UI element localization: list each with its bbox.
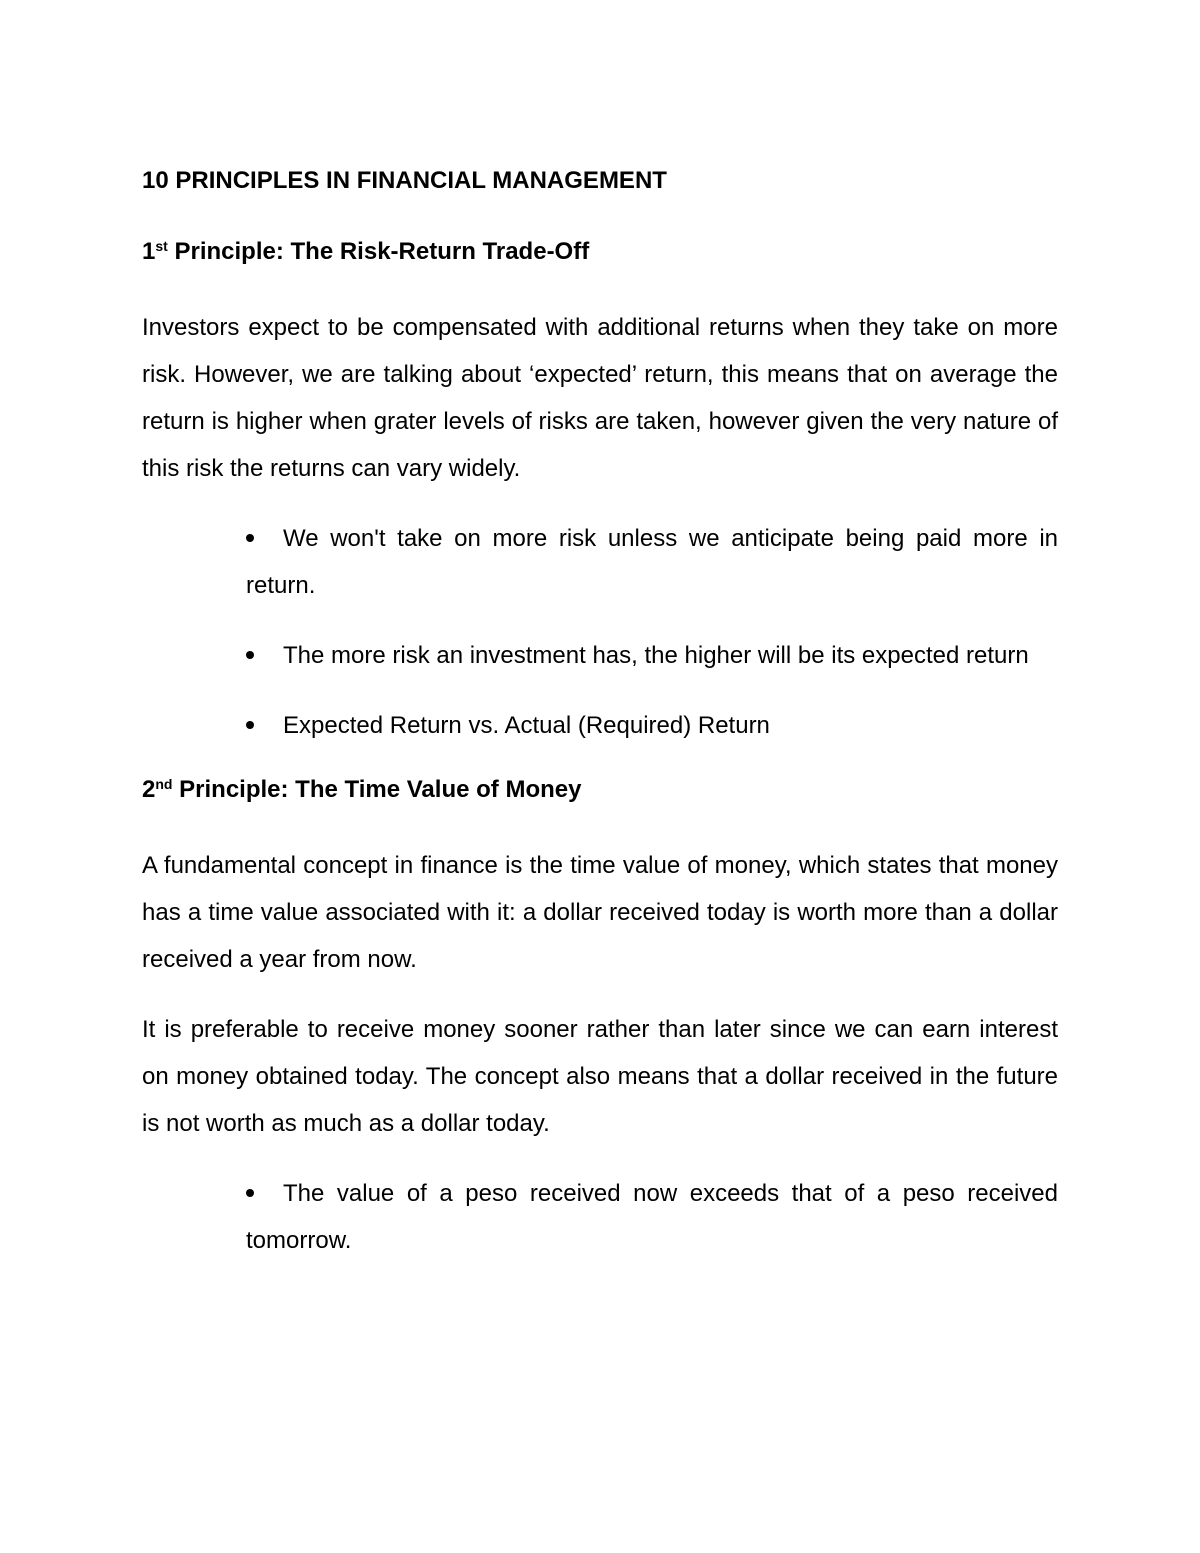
section-2-heading-text: Principle: The Time Value of Money [172,776,582,803]
section-2-ordinal-suffix: nd [155,776,173,792]
section-2-paragraph-1: A fundamental concept in finance is the time value of money, which states that money has a time value associated with it: a dollar received today is worth more than a dollar received a year from now. [142,852,1058,973]
section-1-bullet-list [142,515,1058,749]
bullet-dot-icon [246,721,254,729]
section-1-ordinal-suffix: st [155,238,168,254]
section-1-bullet-3 [246,702,1058,749]
document-title: 10 PRINCIPLES IN FINANCIAL MANAGEMENT [142,167,667,194]
section-1-paragraph-1: Investors expect to be compensated with additional returns when they take on more risk. However, we are talking about ‘expected’ return, this means that on average the return is higher when grater levels of risks are taken, however given the very nature of this risk the returns can vary widely. [142,314,1058,482]
section-1-heading-text: Principle: The Risk-Return Trade-Off [167,238,590,265]
section-2-heading [142,772,1058,808]
section-1-bullet-2-text: The more risk an investment has, the higher will be its expected return [283,642,1029,669]
section-2-bullet-list [142,1170,1058,1264]
section-2-number: 2 [142,776,156,803]
document-page [142,163,1058,1264]
section-1-number: 1 [142,238,156,265]
section-2-bullet-1 [246,1170,1058,1264]
section-2-bullet-1-text: The value of a peso received now exceeds that of a peso received tomorrow. [246,1180,1058,1254]
bullet-dot-icon [246,1189,254,1197]
section-1-bullet-3-text: Expected Return vs. Actual (Required) Return [283,712,770,739]
bullet-dot-icon [246,651,254,659]
section-1-heading [142,234,1058,270]
section-1-bullet-1 [246,515,1058,609]
section-1-bullet-2 [246,632,1058,679]
bullet-dot-icon [246,534,254,542]
section-1-bullet-1-text: We won't take on more risk unless we anticipate being paid more in return. [246,525,1058,599]
section-2-paragraph-2: It is preferable to receive money sooner rather than later since we can earn interest on money obtained today. The concept also means that a dollar received in the future is not worth as much as a dollar today. [142,1016,1058,1137]
